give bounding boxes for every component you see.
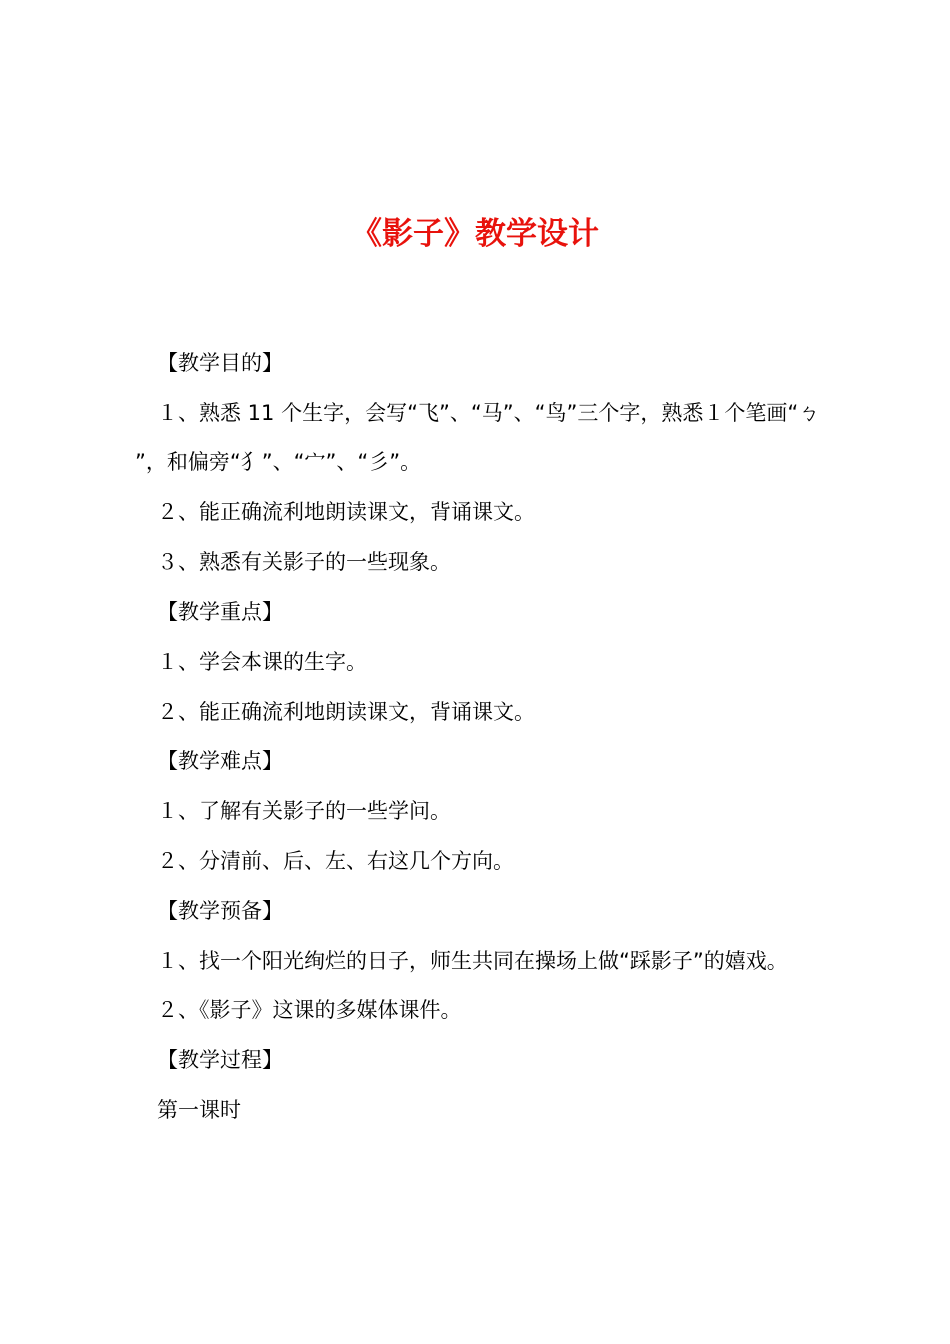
document-title: 《影子》教学设计 xyxy=(351,216,599,252)
lesson-period-label: 第一课时 xyxy=(157,1098,241,1122)
objective-item-3: ３、熟悉有关影子的一些现象。 xyxy=(157,550,451,574)
key-point-item-2: ２、能正确流利地朗读课文，背诵课文。 xyxy=(157,700,535,724)
objective-item-2: ２、能正确流利地朗读课文，背诵课文。 xyxy=(157,500,535,524)
section-heading-key-points: 【教学重点】 xyxy=(157,600,283,624)
preparation-item-1: １、找一个阳光绚烂的日子，师生共同在操场上做“踩影子”的嬉戏。 xyxy=(157,949,788,973)
key-point-item-1: １、学会本课的生字。 xyxy=(157,650,367,674)
section-heading-objectives: 【教学目的】 xyxy=(157,351,283,375)
objective-item-1-continued: ”，和偏旁“犭”、“宀”、“彡”。 xyxy=(135,450,422,474)
preparation-item-2: ２、《影子》这课的多媒体课件。 xyxy=(157,998,462,1022)
section-heading-preparation: 【教学预备】 xyxy=(157,899,283,923)
section-heading-difficulties: 【教学难点】 xyxy=(157,749,283,773)
difficulty-item-2: ２、分清前、后、左、右这几个方向。 xyxy=(157,849,514,873)
objective-item-1: １、熟悉 11 个生字，会写“飞”、“马”、“鸟”三个字，熟悉１个笔画“ㄅ xyxy=(157,401,820,425)
difficulty-item-1: １、了解有关影子的一些学问。 xyxy=(157,799,451,823)
section-heading-process: 【教学过程】 xyxy=(157,1048,283,1072)
